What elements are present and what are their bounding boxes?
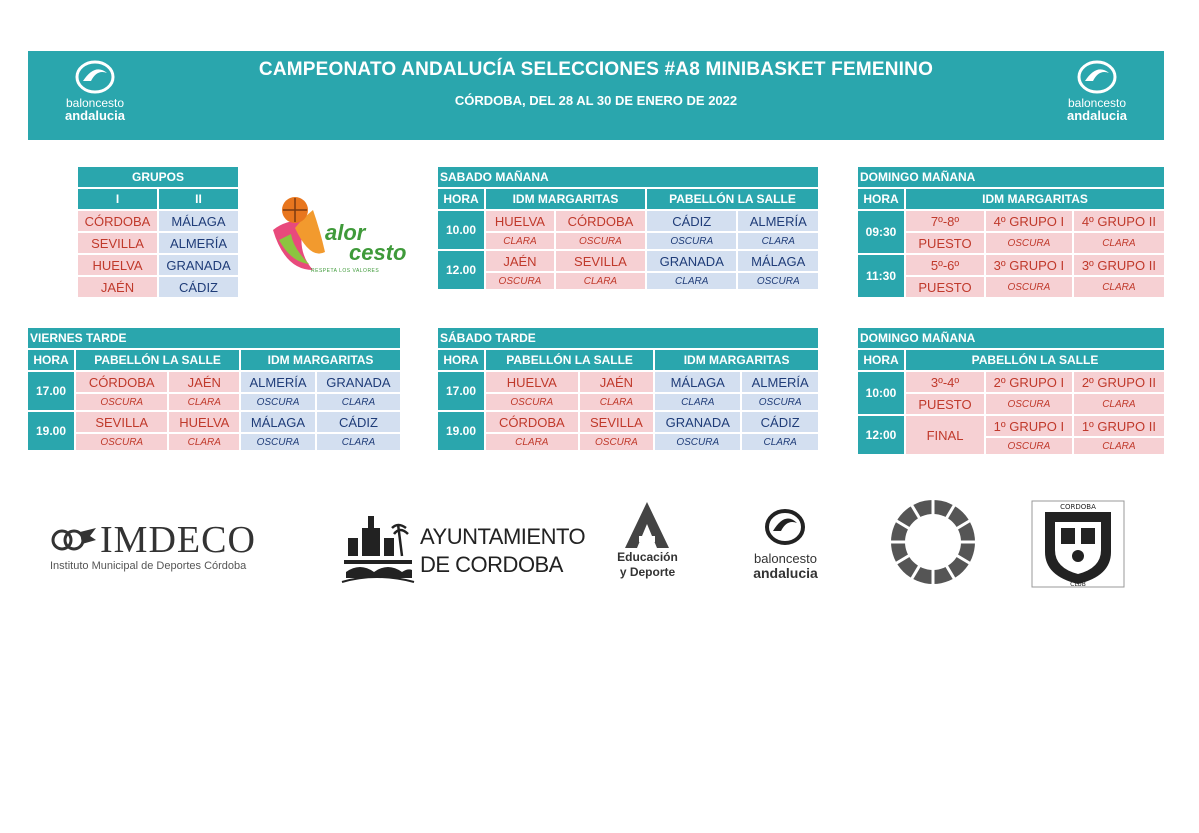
footer-logo-text-2: andalucia <box>753 565 818 581</box>
venue-header: IDM MARGARITAS <box>655 350 818 370</box>
kit-cell: OSCURA <box>647 233 737 249</box>
team-cell: 3º GRUPO II <box>1074 255 1164 275</box>
kit-cell: OSCURA <box>986 438 1072 454</box>
schedule-viernes-tarde <box>26 326 402 452</box>
team-cell: CÁDIZ <box>647 211 737 231</box>
schedule-title: SABADO MAÑANA <box>438 167 818 187</box>
team-cell: SEVILLA <box>580 412 654 432</box>
page-title: CAMPEONATO ANDALUCÍA SELECCIONES #A8 MINIBASKET FEMENINO <box>258 59 934 80</box>
puesto-cell: 7º-8º <box>906 211 984 231</box>
group-team: MÁLAGA <box>159 211 238 231</box>
kit-cell: OSCURA <box>556 233 645 249</box>
kit-cell: OSCURA <box>241 434 315 450</box>
kit-cell: CLARA <box>1074 394 1164 414</box>
match-time: 12:00 <box>858 416 904 454</box>
kit-cell: CLARA <box>486 434 578 450</box>
group-col-header: I <box>78 189 157 209</box>
logo-text-2: andalucia <box>1067 108 1127 123</box>
kit-cell: CLARA <box>1074 233 1164 253</box>
kit-cell: OSCURA <box>655 434 740 450</box>
venue-header: PABELLÓN LA SALLE <box>647 189 818 209</box>
team-cell: MÁLAGA <box>655 372 740 392</box>
team-cell: GRANADA <box>647 251 737 271</box>
group-team: GRANADA <box>159 255 238 275</box>
team-cell: 2º GRUPO II <box>1074 372 1164 392</box>
valorcesto-logo <box>265 190 415 280</box>
valorcesto-text-2: cesto <box>349 240 407 265</box>
match-time: 19.00 <box>438 412 484 450</box>
team-cell: HUELVA <box>486 372 578 392</box>
kit-cell: CLARA <box>580 394 654 410</box>
kit-cell: OSCURA <box>486 394 578 410</box>
educacion-deporte-logo <box>605 502 690 582</box>
kit-cell: OSCURA <box>986 277 1072 297</box>
junta-andalucia-icon <box>625 502 669 548</box>
team-cell: CÓRDOBA <box>486 412 578 432</box>
hora-header: HORA <box>28 350 74 370</box>
team-cell: GRANADA <box>655 412 740 432</box>
team-cell: 1º GRUPO II <box>1074 416 1164 436</box>
city-emblem-icon <box>340 512 415 587</box>
match-time: 11:30 <box>858 255 904 297</box>
kit-cell: OSCURA <box>580 434 654 450</box>
team-cell: MÁLAGA <box>738 251 818 271</box>
team-cell: CÓRDOBA <box>76 372 167 392</box>
valorcesto-tagline: RESPETA LOS VALORES <box>311 268 380 274</box>
schedule-title: VIERNES TARDE <box>28 328 400 348</box>
team-cell: 4º GRUPO II <box>1074 211 1164 231</box>
kit-cell: CLARA <box>169 394 239 410</box>
match-time: 09:30 <box>858 211 904 253</box>
circular-rays-logo <box>885 497 981 587</box>
team-cell: ALMERÍA <box>738 211 818 231</box>
match-time: 10.00 <box>438 211 484 249</box>
schedule-sabado-manana <box>436 165 820 291</box>
kit-cell: CLARA <box>742 434 818 450</box>
kit-cell: OSCURA <box>986 394 1072 414</box>
team-cell: GRANADA <box>317 372 400 392</box>
team-cell: JAÉN <box>580 372 654 392</box>
venue-header: IDM MARGARITAS <box>486 189 645 209</box>
hora-header: HORA <box>858 189 904 209</box>
schedule-domingo-manana-2 <box>856 326 1166 456</box>
schedule-domingo-manana-1 <box>856 165 1166 299</box>
puesto-cell: PUESTO <box>906 277 984 297</box>
baloncesto-andalucia-logo-footer <box>738 505 833 585</box>
schedule-sabado-tarde <box>436 326 820 452</box>
logo-text-1: baloncesto <box>65 96 125 110</box>
kit-cell: OSCURA <box>486 273 554 289</box>
group-team: CÁDIZ <box>159 277 238 297</box>
kit-cell: CLARA <box>738 233 818 249</box>
group-team: SEVILLA <box>78 233 157 253</box>
kit-cell: CLARA <box>655 394 740 410</box>
schedule-title: SÁBADO TARDE <box>438 328 818 348</box>
group-team: CÓRDOBA <box>78 211 157 231</box>
crest-bottom-text: CLUB <box>1070 581 1086 588</box>
educacion-line2: y Deporte <box>619 565 676 579</box>
team-cell: CÁDIZ <box>317 412 400 432</box>
group-team: ALMERÍA <box>159 233 238 253</box>
team-cell: ALMERÍA <box>742 372 818 392</box>
footer-logo-text-1: baloncesto <box>754 551 817 566</box>
imdeco-name: IMDECO <box>100 519 256 561</box>
kit-cell: OSCURA <box>76 394 167 410</box>
team-cell: MÁLAGA <box>241 412 315 432</box>
group-team: JAÉN <box>78 277 157 297</box>
venue-header: IDM MARGARITAS <box>906 189 1164 209</box>
kit-cell: CLARA <box>1074 277 1164 297</box>
match-time: 10:00 <box>858 372 904 414</box>
team-cell: SEVILLA <box>76 412 167 432</box>
venue-header: PABELLÓN LA SALLE <box>76 350 239 370</box>
match-time: 19.00 <box>28 412 74 450</box>
hora-header: HORA <box>858 350 904 370</box>
page-subtitle: CÓRDOBA, DEL 28 AL 30 DE ENERO DE 2022 <box>454 93 738 108</box>
match-time: 12.00 <box>438 251 484 289</box>
imdeco-subtitle: Instituto Municipal de Deportes Córdoba <box>50 560 247 572</box>
ayuntamiento-line2: DE CORDOBA <box>420 552 563 577</box>
team-cell: JAÉN <box>486 251 554 271</box>
educacion-line1: Educación <box>617 550 678 564</box>
kit-cell: OSCURA <box>986 233 1072 253</box>
kit-cell: OSCURA <box>738 273 818 289</box>
ayuntamiento-line1: AYUNTAMIENTO <box>420 524 586 549</box>
kit-cell: CLARA <box>647 273 737 289</box>
puesto-cell: PUESTO <box>906 394 984 414</box>
ayuntamiento-logo <box>340 512 586 587</box>
team-cell: CÁDIZ <box>742 412 818 432</box>
team-cell: HUELVA <box>169 412 239 432</box>
team-cell: 1º GRUPO I <box>986 416 1072 436</box>
team-cell: JAÉN <box>169 372 239 392</box>
crest-top-text: CORDOBA <box>1060 503 1096 511</box>
hora-header: HORA <box>438 189 484 209</box>
venue-header: IDM MARGARITAS <box>241 350 400 370</box>
schedule-title: DOMINGO MAÑANA <box>858 167 1164 187</box>
crest-icon <box>1031 500 1125 588</box>
group-col-header: II <box>159 189 238 209</box>
imdeco-logo <box>50 520 300 575</box>
sunburst-icon <box>885 497 981 587</box>
team-cell: ALMERÍA <box>241 372 315 392</box>
valorcesto-text-1: alor <box>325 220 366 245</box>
match-time: 17.00 <box>28 372 74 410</box>
kit-cell: CLARA <box>169 434 239 450</box>
swirl-icon <box>1075 59 1119 95</box>
baloncesto-andalucia-logo-right <box>1052 59 1142 129</box>
venue-header: PABELLÓN LA SALLE <box>906 350 1164 370</box>
puesto-cell: FINAL <box>906 416 984 454</box>
team-cell: 2º GRUPO I <box>986 372 1072 392</box>
team-cell: CÓRDOBA <box>556 211 645 231</box>
kit-cell: CLARA <box>1074 438 1164 454</box>
imdeco-emblem-icon <box>50 522 98 558</box>
team-cell: HUELVA <box>486 211 554 231</box>
venue-header: PABELLÓN LA SALLE <box>486 350 653 370</box>
kit-cell: CLARA <box>317 394 400 410</box>
club-la-salle-crest <box>1031 500 1125 588</box>
kit-cell: OSCURA <box>76 434 167 450</box>
kit-cell: CLARA <box>556 273 645 289</box>
team-cell: 3º GRUPO I <box>986 255 1072 275</box>
hora-header: HORA <box>438 350 484 370</box>
kit-cell: CLARA <box>317 434 400 450</box>
team-cell: 4º GRUPO I <box>986 211 1072 231</box>
logo-text-2: andalucia <box>65 108 125 123</box>
groups-table <box>76 165 240 299</box>
match-time: 17.00 <box>438 372 484 410</box>
puesto-cell: 5º-6º <box>906 255 984 275</box>
kit-cell: OSCURA <box>742 394 818 410</box>
group-team: HUELVA <box>78 255 157 275</box>
puesto-cell: 3º-4º <box>906 372 984 392</box>
groups-title: GRUPOS <box>78 167 238 187</box>
logo-text-1: baloncesto <box>1067 96 1127 110</box>
swirl-icon <box>763 507 807 547</box>
header-banner <box>28 51 1164 140</box>
puesto-cell: PUESTO <box>906 233 984 253</box>
kit-cell: OSCURA <box>241 394 315 410</box>
team-cell: SEVILLA <box>556 251 645 271</box>
schedule-title: DOMINGO MAÑANA <box>858 328 1164 348</box>
kit-cell: CLARA <box>486 233 554 249</box>
